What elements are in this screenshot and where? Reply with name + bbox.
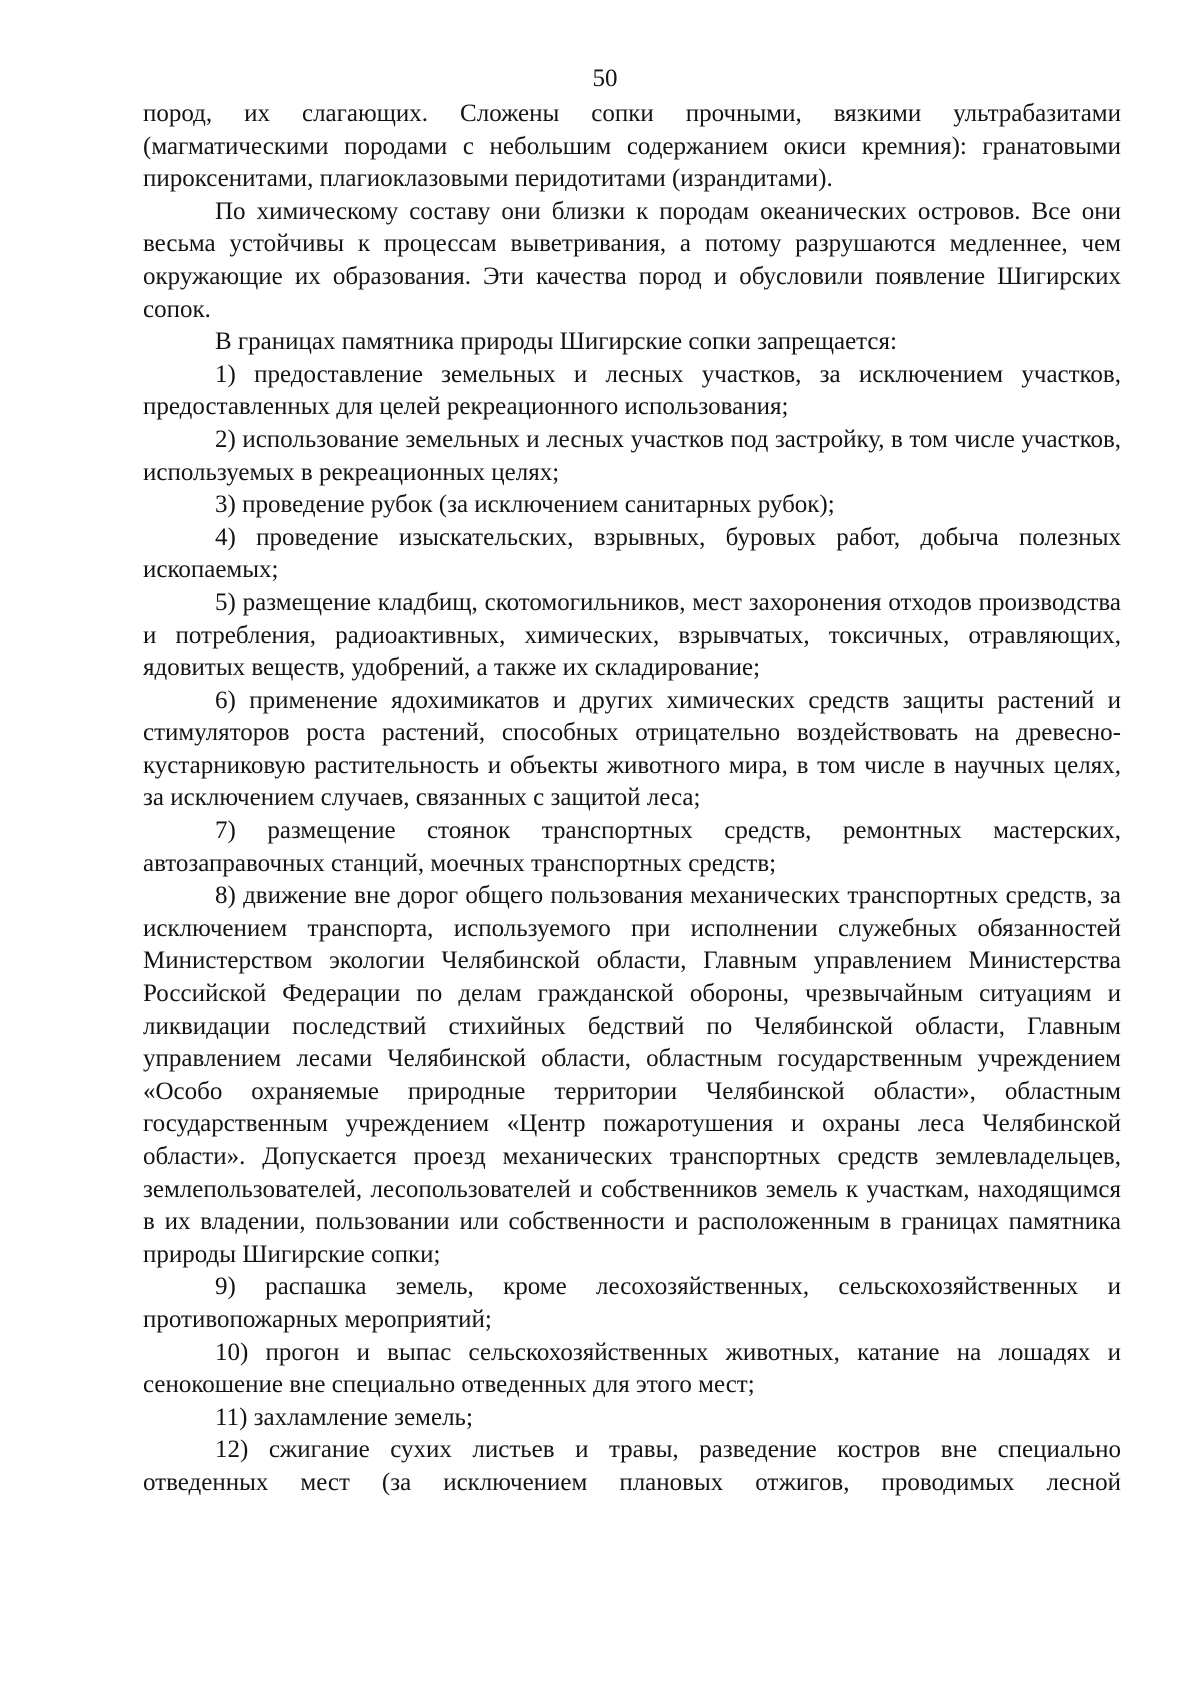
list-item: 10) прогон и выпас сельскохозяйственных животных, катание на лошадях и сенокошение вне специально отведенных для этого мест; <box>143 1338 1121 1399</box>
list-item: 6) применение ядохимикатов и других химических средств защиты растений и стимуляторов роста растений, способных отрицательно воздействовать на древесно-кустарниковую растительность и объекты животного мира, в том числе в научных целях, за исключением случаев, связанных с защитой леса; <box>143 686 1121 812</box>
list-item: 7) размещение стоянок транспортных средств, ремонтных мастерских, автозаправочных станций, моечных транспортных средств; <box>143 817 1121 877</box>
page-number: 50 <box>592 65 618 92</box>
list-item: 12) сжигание сухих листьев и травы, разведение костров вне специально отведенных мест (за исключением плановых отжигов, проводимых лесной <box>143 1436 1121 1496</box>
paragraph: пород, их слагающих. Сложены сопки прочными, вязкими ультрабазитами (магматическими породами с небольшим содержанием окиси кремния): гранатовыми пироксенитами, плагиоклазовыми перидотитами (израндитами). <box>143 100 1121 193</box>
list-item: 1) предоставление земельных и лесных участков, за исключением участков, предоставленных для целей рекреационного использования; <box>143 360 1121 421</box>
list-item: 3) проведение рубок (за исключением санитарных рубок); <box>215 491 835 519</box>
document-body <box>143 98 1121 1500</box>
list-item: 9) распашка земель, кроме лесохозяйственных, сельскохозяйственных и противопожарных мероприятий; <box>143 1273 1121 1333</box>
paragraph: По химическому составу они близки к породам океанических островов. Все они весьма устойчивы к процессам выветривания, а потому разрушаются медленнее, чем окружающие их образования. Эти качества пород и обусловили появление Шигирских сопок. <box>143 197 1121 323</box>
list-item: 2) использование земельных и лесных участков под застройку, в том числе участков, используемых в рекреационных целях; <box>143 425 1121 486</box>
list-item: 11) захламление земель; <box>215 1403 473 1431</box>
list-item: 5) размещение кладбищ, скотомогильников, мест захоронения отходов производства и потребления, радиоактивных, химических, взрывчатых, токсичных, отравляющих, ядовитых веществ, удобрений, а также их складирование; <box>143 588 1121 682</box>
list-item: 8) движение вне дорог общего пользования механических транспортных средств, за исключением транспорта, используемого при исполнении служебных обязанностей Министерством экологии Челябинской области, Главным управлением Министерства Российской Федерации по делам гражданской обороны, чрезвычайным ситуациям и ликвидации последствий стихийных бедствий по Челябинской области, Главным управлением лесами Челябинской области, областным государственным учреждением «Особо охраняемые природные территории Челябинской области», областным государственным учреждением «Центр пожаротушения и охраны леса Челябинской области». Допускается проезд механических транспортных средств землевладельцев, землепользователей, лесопользователей и собственников земель к участкам, находящимся в их владении, пользовании или собственности и расположенным в границах памятника природы Шигирские сопки; <box>143 882 1121 1268</box>
paragraph: В границах памятника природы Шигирские сопки запрещается: <box>215 328 897 356</box>
list-item: 4) проведение изыскательских, взрывных, буровых работ, добыча полезных ископаемых; <box>143 523 1121 584</box>
